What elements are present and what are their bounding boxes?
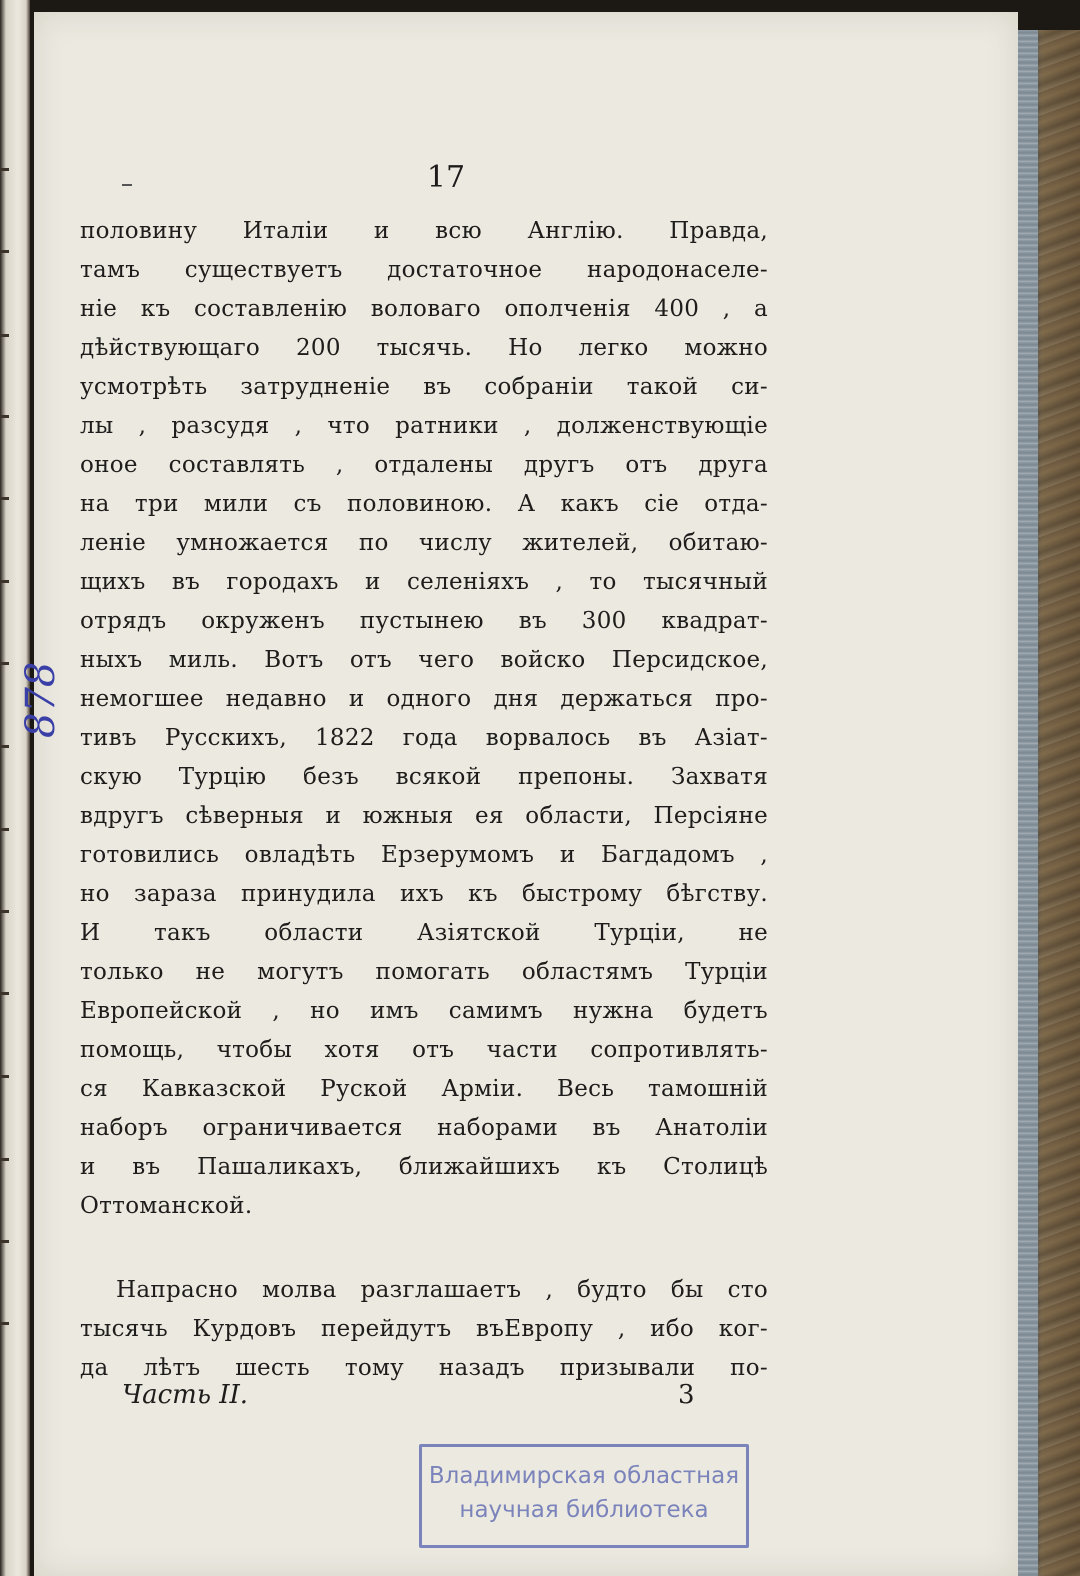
text-line: готовились овладѣть Ерзерумомъ и Багдадомъ ,	[80, 842, 768, 868]
second-paragraph	[80, 1271, 768, 1388]
text-line: тысячь Курдовъ перейдутъ въЕвропу , ибо ког-	[80, 1316, 768, 1342]
text-line: наборъ ограничивается наборами въ Анатоліи	[80, 1115, 768, 1141]
signature-mark: Часть II.	[122, 1380, 249, 1410]
text-line: тивъ Русскихъ, 1822 года ворвалось въ Азіат-	[80, 725, 768, 751]
text-line: да лѣтъ шесть тому назадъ призывали по-	[80, 1355, 768, 1381]
text-line: ся Кавказской Руской Арміи. Весь тамошній	[80, 1076, 768, 1102]
text-line: ніе къ составленію воловаго ополченія 400 , а	[80, 296, 768, 322]
text-line: Европейской , но имъ самимъ нужна будетъ	[80, 998, 768, 1024]
text-line: половину Италіи и всю Англію. Правда,	[80, 218, 768, 244]
text-line: усмотрѣть затрудненіе въ собраніи такой си-	[80, 374, 768, 400]
text-line: отрядъ окруженъ пустынею въ 300 квадрат-	[80, 608, 768, 634]
text-line: дѣйствующаго 200 тысячь. Но легко можно	[80, 335, 768, 361]
book-binding	[1018, 30, 1080, 1576]
text-line: Напрасно молва разглашаетъ , будто бы сто	[116, 1277, 768, 1303]
text-line: лы , разсудя , что ратники , долженствующіе	[80, 413, 768, 439]
stamp-line-1: Владимирская областная	[428, 1463, 740, 1489]
text-line: только не могутъ помогать областямъ Турціи	[80, 959, 768, 985]
text-line: оное составлять , отдалены другъ отъ друга	[80, 452, 768, 478]
signature-number: 3	[678, 1380, 695, 1410]
text-line: ныхъ миль. Вотъ отъ чего войско Персидское,	[80, 647, 768, 673]
stamp-line-2: научная библиотека	[459, 1497, 709, 1523]
text-line: на три мили съ половиною. А какъ сіе отда-	[80, 491, 768, 517]
text-line: леніе умножается по числу жителей, обитаю-	[80, 530, 768, 556]
text-line: немогшее недавно и одного дня держаться про-	[80, 686, 768, 712]
text-line: тамъ существуетъ достаточное народонаселе-	[80, 257, 768, 283]
book-page	[18, 12, 1018, 1576]
text-line: помощь, чтобы хотя отъ части сопротивлять-	[80, 1037, 768, 1063]
text-line: но зараза принудила ихъ къ быстрому бѣгству.	[80, 881, 768, 907]
text-line: вдругъ сѣверныя и южныя ея области, Персіяне	[80, 803, 768, 829]
body-text	[80, 212, 768, 1226]
text-line: щихъ въ городахъ и селеніяхъ , то тысячный	[80, 569, 768, 595]
previous-page-edge	[0, 0, 30, 1576]
text-line: и въ Пашаликахъ, ближайшихъ къ Столицѣ	[80, 1154, 768, 1180]
text-line: Оттоманской.	[80, 1193, 253, 1219]
ornament-dash	[122, 184, 132, 186]
text-line: скую Турцію безъ всякой препоны. Захватя	[80, 764, 768, 790]
library-stamp	[419, 1444, 749, 1548]
page-number: 17	[426, 160, 466, 195]
text-line: И такъ области Азіятской Турціи, не	[80, 920, 768, 946]
handwritten-note: 878	[18, 661, 64, 738]
